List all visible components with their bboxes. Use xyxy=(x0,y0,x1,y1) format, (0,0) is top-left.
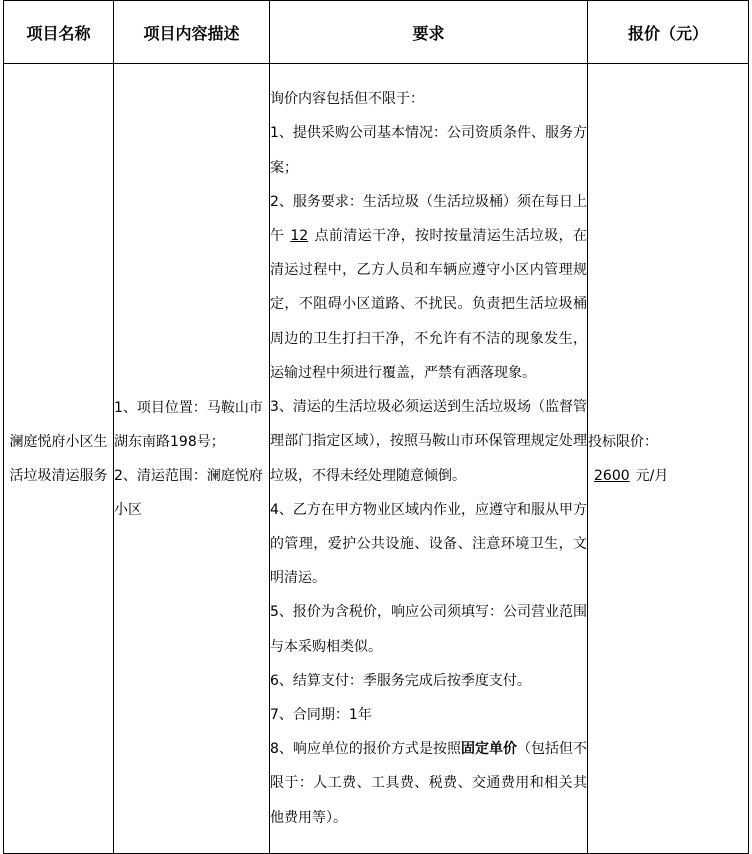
requirement-item-2-pre: 2、服务要求：生活垃圾（生活垃圾桶）须在每日上午 xyxy=(270,193,587,245)
fixed-unit-price: 固定单价 xyxy=(460,741,517,758)
description-location: 1、项目位置：马鞍山市湖东南路198号； xyxy=(114,399,263,450)
content-description-cell xyxy=(114,64,270,854)
requirements-cell xyxy=(270,64,588,854)
header-row xyxy=(4,1,749,64)
requirement-item-2 xyxy=(270,185,587,390)
requirement-item-2-post: 点前清运干净，按时按量清运生活垃圾，在清运过程中，乙方人员和车辆应遵守小区内管理规定，不阻碍小区道路、不扰民。负责把生活垃圾桶周边的卫生打扫干净，不允许有不洁的现象发生，运输过程中须进行覆盖，严禁有洒落现象。 xyxy=(270,228,587,381)
requirements-intro: 询价内容包括但不限于： xyxy=(270,91,424,108)
description-scope: 2、清运范围：澜庭悦府小区 xyxy=(114,467,263,518)
price-label: 投标限价： xyxy=(588,433,658,450)
requirement-item-6: 6、结算支付：季服务完成后按季度支付。 xyxy=(270,672,531,689)
requirement-item-5: 5、报价为含税价，响应公司须填写：公司营业范围与本采购相类似。 xyxy=(270,604,587,655)
requirement-item-8 xyxy=(270,732,587,835)
requirement-item-3: 3、清运的生活垃圾必须运送到生活垃圾场（监督管理部门指定区域），按照马鞍山市环保管理规定处理垃圾，不得未经处理随意倾倒。 xyxy=(270,399,587,484)
header-price: 报价（元） xyxy=(588,1,749,64)
header-requirements: 要求 xyxy=(270,1,588,64)
requirement-item-8-pre: 8、响应单位的报价方式是按照 xyxy=(270,741,461,758)
price-amount: 2600 xyxy=(594,467,630,484)
requirement-item-4: 4、乙方在甲方物业区域内作业，应遵守和服从甲方的管理，爱护公共设施、设备、注意环境卫生，文明清运。 xyxy=(270,501,587,587)
price-value xyxy=(588,459,748,493)
requirement-item-8-post: （包括但不限于：人工费、工具费、税费、交通费用和相关其他费用等）。 xyxy=(270,741,587,826)
project-name-cell xyxy=(4,64,114,854)
requirement-item-1: 1、提供采购公司基本情况：公司资质条件、服务方案； xyxy=(270,125,587,176)
price-unit: 元/月 xyxy=(635,467,669,484)
header-project-name: 项目名称 xyxy=(4,1,114,64)
cleanup-hour: 12 xyxy=(290,228,309,245)
requirement-item-7: 7、合同期：1年 xyxy=(270,706,372,723)
header-content-description: 项目内容描述 xyxy=(114,1,270,64)
price-cell xyxy=(588,64,749,854)
table-row xyxy=(4,64,749,854)
project-name: 澜庭悦府小区生活垃圾清运服务 xyxy=(9,433,108,484)
requirements-table xyxy=(3,0,749,854)
